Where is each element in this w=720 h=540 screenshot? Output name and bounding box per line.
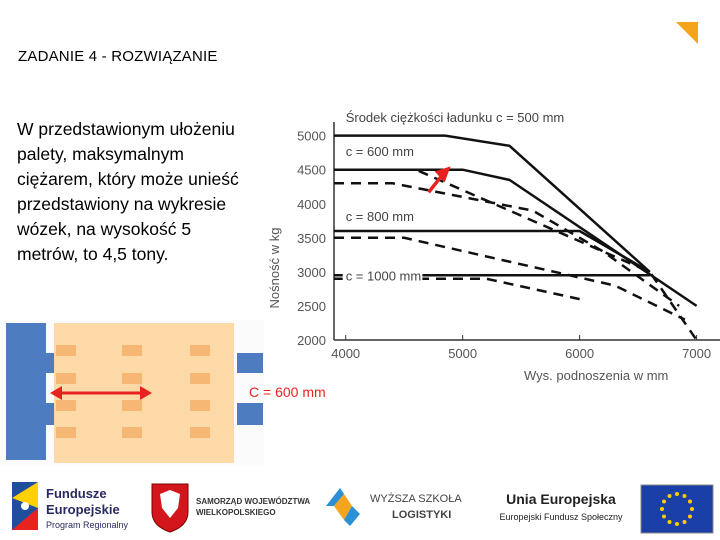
annotation-label: Środek ciężkości ładunku c = 500 mm bbox=[345, 110, 565, 125]
y-tick-label: 2000 bbox=[297, 333, 326, 348]
svg-text:Unia Europejska: Unia Europejska bbox=[506, 491, 616, 507]
c-value-label: C = 600 mm bbox=[249, 384, 326, 400]
body-text: W przedstawionym ułożeniu palety, maksymalnym ciężarem, który może unieść przedstawiony na wykresie wózek, na wysokość 5 metrów, to 4,5 tony. bbox=[17, 119, 239, 264]
y-tick-label: 3500 bbox=[297, 230, 326, 246]
series-line bbox=[334, 231, 650, 272]
svg-text:Europejskie: Europejskie bbox=[46, 502, 120, 517]
y-tick-label: 5000 bbox=[297, 128, 326, 144]
y-tick-label: 4000 bbox=[297, 196, 326, 212]
unia-europejska-text bbox=[486, 486, 636, 528]
y-axis-label: Nośność w kg bbox=[267, 227, 282, 309]
series-line bbox=[334, 170, 697, 340]
annotation-label: c = 600 mm bbox=[345, 144, 414, 160]
eu-flag-icon bbox=[640, 484, 714, 534]
y-tick-label: 2500 bbox=[297, 298, 326, 314]
svg-text:Program Regionalny: Program Regionalny bbox=[46, 520, 129, 530]
x-tick-label: 4000 bbox=[331, 346, 361, 361]
svg-text:LOGISTYKI: LOGISTYKI bbox=[392, 509, 452, 521]
x-tick-label: 6000 bbox=[565, 346, 595, 361]
svg-text:WIELKOPOLSKIEGO: WIELKOPOLSKIEGO bbox=[196, 508, 276, 517]
svg-text:Europejski Fundusz Społeczny: Europejski Fundusz Społeczny bbox=[499, 512, 623, 522]
wsl-logo bbox=[322, 484, 487, 530]
x-axis-label: Wys. podnoszenia w mm bbox=[524, 368, 669, 383]
fork-left-icon bbox=[6, 323, 46, 460]
x-tick-label: 7000 bbox=[682, 346, 712, 361]
y-tick-label: 3000 bbox=[297, 264, 326, 280]
slide-title: ZADANIE 4 - ROZWIĄZANIE bbox=[18, 48, 218, 65]
samorzad-wielkopolska-logo bbox=[148, 482, 323, 534]
fork-right-top-icon bbox=[237, 353, 263, 373]
y-tick-label: 4500 bbox=[297, 162, 326, 178]
series-line bbox=[334, 183, 679, 306]
fork-right-bottom-icon bbox=[237, 403, 263, 425]
x-tick-label: 5000 bbox=[448, 346, 478, 361]
annotation-label: c = 1000 mm bbox=[345, 268, 422, 284]
svg-text:WYŻSZA SZKOŁA: WYŻSZA SZKOŁA bbox=[370, 493, 462, 505]
svg-text:Fundusze: Fundusze bbox=[46, 486, 107, 501]
pallet-illustration bbox=[0, 320, 264, 465]
svg-text:SAMORZĄD WOJEWÓDZTWA: SAMORZĄD WOJEWÓDZTWA bbox=[196, 497, 311, 506]
fundusze-europejskie-logo bbox=[8, 478, 158, 536]
load-chart bbox=[264, 110, 720, 390]
annotation-label: c = 800 mm bbox=[345, 208, 414, 224]
footer-logos bbox=[0, 474, 720, 540]
corner-triangle-icon bbox=[676, 22, 698, 44]
